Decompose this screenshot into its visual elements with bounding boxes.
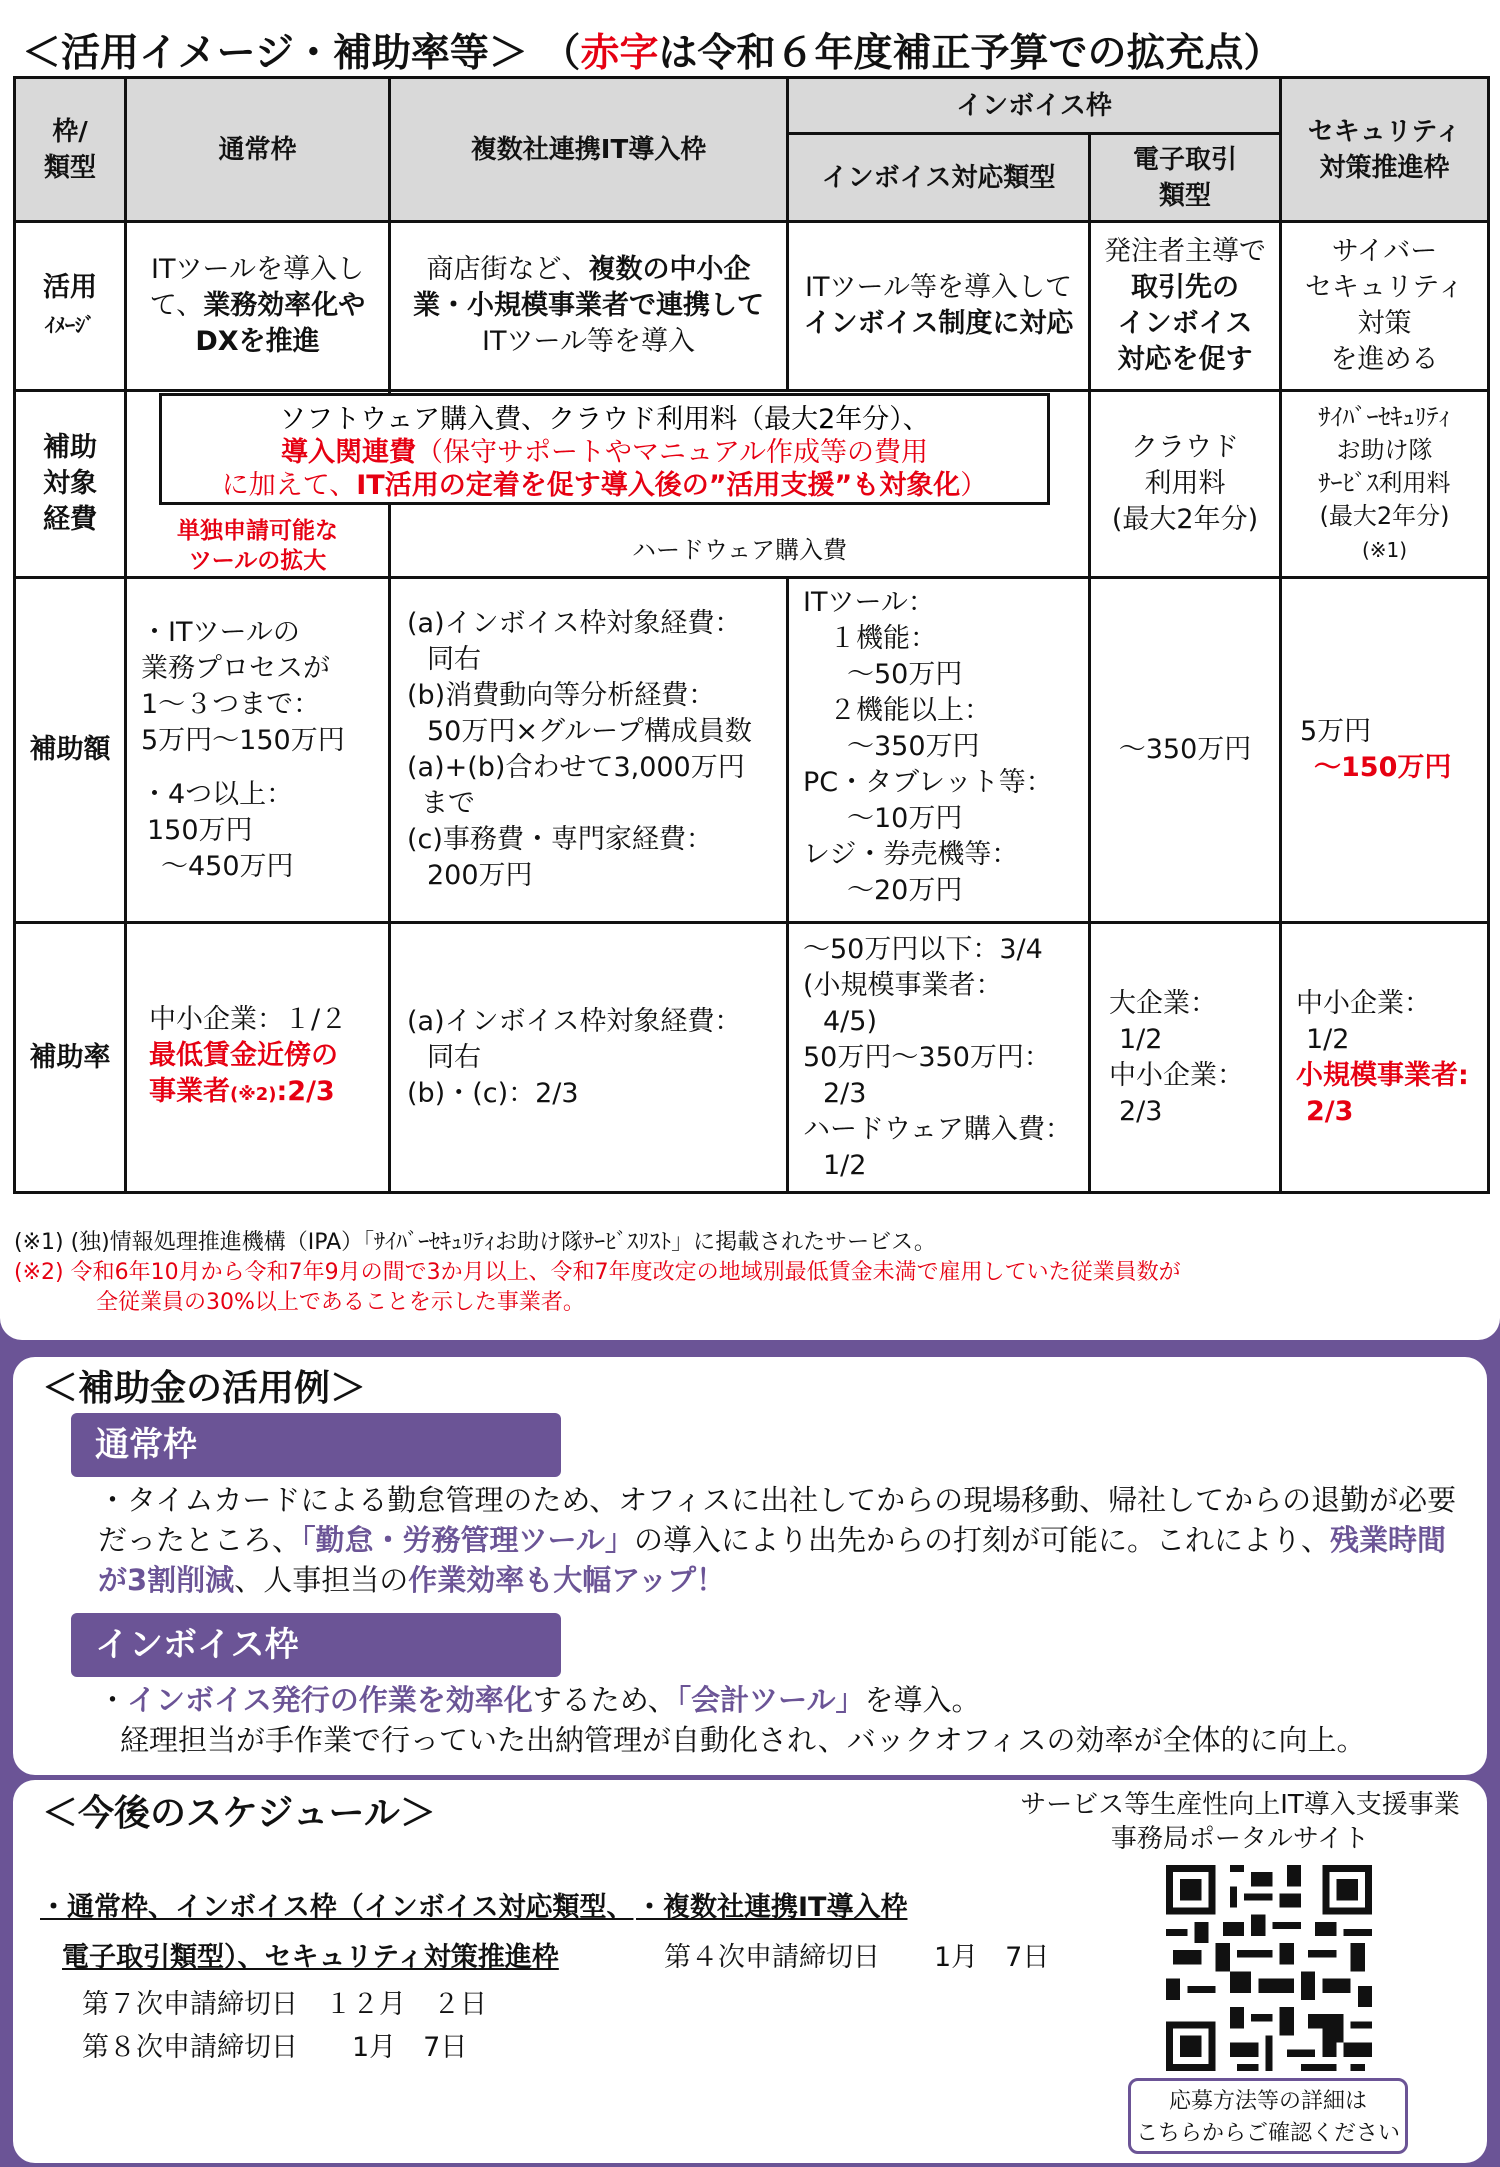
cost-overlay-box: ソフトウェア購入費、クラウド利用料（最大2年分）、 導入関連費（保守サポートやマニュアル作成等の費用 に加えて、IT活用の定着を促す導入後の”活用支援”も対象化）	[159, 393, 1050, 505]
schedule-right-item-1: 第４次申請締切日 1月 7日	[664, 1942, 1050, 1973]
cell-hardware-cost: ハードウェア購入費	[390, 391, 1090, 578]
qr-code-icon[interactable]	[1166, 1865, 1372, 2071]
row-head-rate: 補助率	[15, 923, 126, 1193]
cell-ec-amount: ～350万円	[1090, 578, 1281, 923]
portal-caption: サービス等生産性向上IT導入支援事業 事務局ポータルサイト	[1020, 1790, 1460, 1854]
cell-normal-image: ITツールを導入して、業務効率化や DXを推進	[126, 222, 390, 391]
schedule-left-item-2: 第８次申請締切日 1月 7日	[82, 2032, 468, 2063]
cell-invoice-image: ITツール等を導入して インボイス制度に対応	[788, 222, 1090, 391]
schedule-right-head: ・複数社連携IT導入枠	[636, 1892, 908, 1923]
row-head-cost: 補助 対象 経費	[15, 391, 126, 578]
schedule-left-head-2: 電子取引類型）、セキュリティ対策推進枠	[62, 1942, 559, 1973]
cell-security-cost: ｻｲﾊﾞｰｾｷｭﾘﾃｨ お助け隊 ｻｰﾋﾞｽ利用料 (最大2年分) (※1)	[1281, 391, 1489, 578]
footnote-1: (※1) (独)情報処理推進機構（IPA）「ｻｲﾊﾞｰｾｷｭﾘﾃｨお助け隊ｻｰﾋﾞｽﾘｽﾄ」に掲載されたサービス。	[14, 1230, 936, 1255]
tag-invoice: インボイス枠	[71, 1613, 561, 1677]
header-normal: 通常枠	[126, 78, 390, 222]
schedule-left-head-1: ・通常枠、インボイス枠（インボイス対応類型、	[40, 1892, 634, 1923]
cell-multi-amount: (a)インボイス枠対象経費： 同右 (b)消費動向等分析経費： 50万円×グループ構成員数 (a)+(b)合わせて3,000万円 まで (c)事務費・専門家経費： 200万円	[390, 578, 788, 923]
row-head-amount: 補助額	[15, 578, 126, 923]
header-frame-type: 枠/ 類型	[15, 78, 126, 222]
rates-table	[13, 76, 1490, 1194]
section-title-schedule: ＜今後のスケジュール＞	[42, 1793, 436, 1834]
header-invoice-group: インボイス枠	[788, 78, 1281, 134]
example-normal: ・タイムカードによる勤怠管理のため、オフィスに出社してからの現場移動、帰社してからの退勤が必要 だったところ、「勤怠・労務管理ツール」の導入により出先からの打刻が可能に。これにより、残業時間 が3割削減、人事担当の作業効率も大幅アップ！	[98, 1483, 1457, 1597]
schedule-left-item-1: 第７次申請締切日 １２月 ２日	[82, 1989, 487, 2020]
cell-security-amount: 5万円 ～150万円	[1281, 578, 1489, 923]
footnote-2b: 全従業員の30%以上であることを示した事業者。	[96, 1290, 585, 1315]
row-head-image: 活用 ｲﾒｰｼﾞ	[15, 222, 126, 391]
header-multi: 複数社連携IT導入枠	[390, 78, 788, 222]
cell-normal-rate: 中小企業：１/２ 最低賃金近傍の 事業者(※2):2/3	[126, 923, 390, 1193]
cell-invoice-amount: ITツール： １機能： ～50万円 ２機能以上： ～350万円 PC・タブレット等： ～10万円 レジ・券売機等： ～20万円	[788, 578, 1090, 923]
section-title-examples: ＜補助金の活用例＞	[42, 1368, 367, 1409]
cell-normal-amount: ・ITツールの 業務プロセスが 1～３つまで： 5万円～150万円 ・4つ以上： 150万円 ～450万円	[126, 578, 390, 923]
cell-multi-image: 商店街など、複数の中小企業・小規模事業者で連携して ITツール等を導入	[390, 222, 788, 391]
cell-security-rate: 中小企業： 1/2 小規模事業者: 2/3	[1281, 923, 1489, 1193]
header-invoice-type: インボイス対応類型	[788, 134, 1090, 222]
confirm-details-callout: 応募方法等の詳細は こちらからご確認ください	[1128, 2078, 1408, 2154]
example-invoice: ・インボイス発行の作業を効率化するため、「会計ツール」を導入。 経理担当が手作業で行っていた出納管理が自動化され、バックオフィスの効率が全体的に向上。	[98, 1683, 1366, 1757]
footnote-2a: (※2) 令和6年10月から令和7年9月の間で3か月以上、令和7年度改定の地域別最低賃金未満で雇用していた従業員数が	[14, 1260, 1181, 1285]
tag-normal: 通常枠	[71, 1413, 561, 1477]
cell-normal-cost: 単独申請可能な ツールの拡大	[126, 391, 390, 578]
footnotes	[14, 1228, 1181, 1318]
cell-invoice-rate: ～50万円以下：3/4 (小規模事業者： 4/5) 50万円～350万円： 2/3 ハードウェア購入費： 1/2	[788, 923, 1090, 1193]
cell-ec-rate: 大企業： 1/2 中小企業： 2/3	[1090, 923, 1281, 1193]
section-title-rates: ＜活用イメージ・補助率等＞ （赤字は令和６年度補正予算での拡充点）	[22, 31, 1283, 76]
cell-security-image: サイバー セキュリティ 対策 を進める	[1281, 222, 1489, 391]
header-security: セキュリティ 対策推進枠	[1281, 78, 1489, 222]
cell-multi-rate: (a)インボイス枠対象経費： 同右 (b)・(c)：2/3	[390, 923, 788, 1193]
header-ec-type: 電子取引 類型	[1090, 134, 1281, 222]
cell-ec-cost: クラウド 利用料 (最大2年分)	[1090, 391, 1281, 578]
cell-ec-image: 発注者主導で 取引先の インボイス 対応を促す	[1090, 222, 1281, 391]
